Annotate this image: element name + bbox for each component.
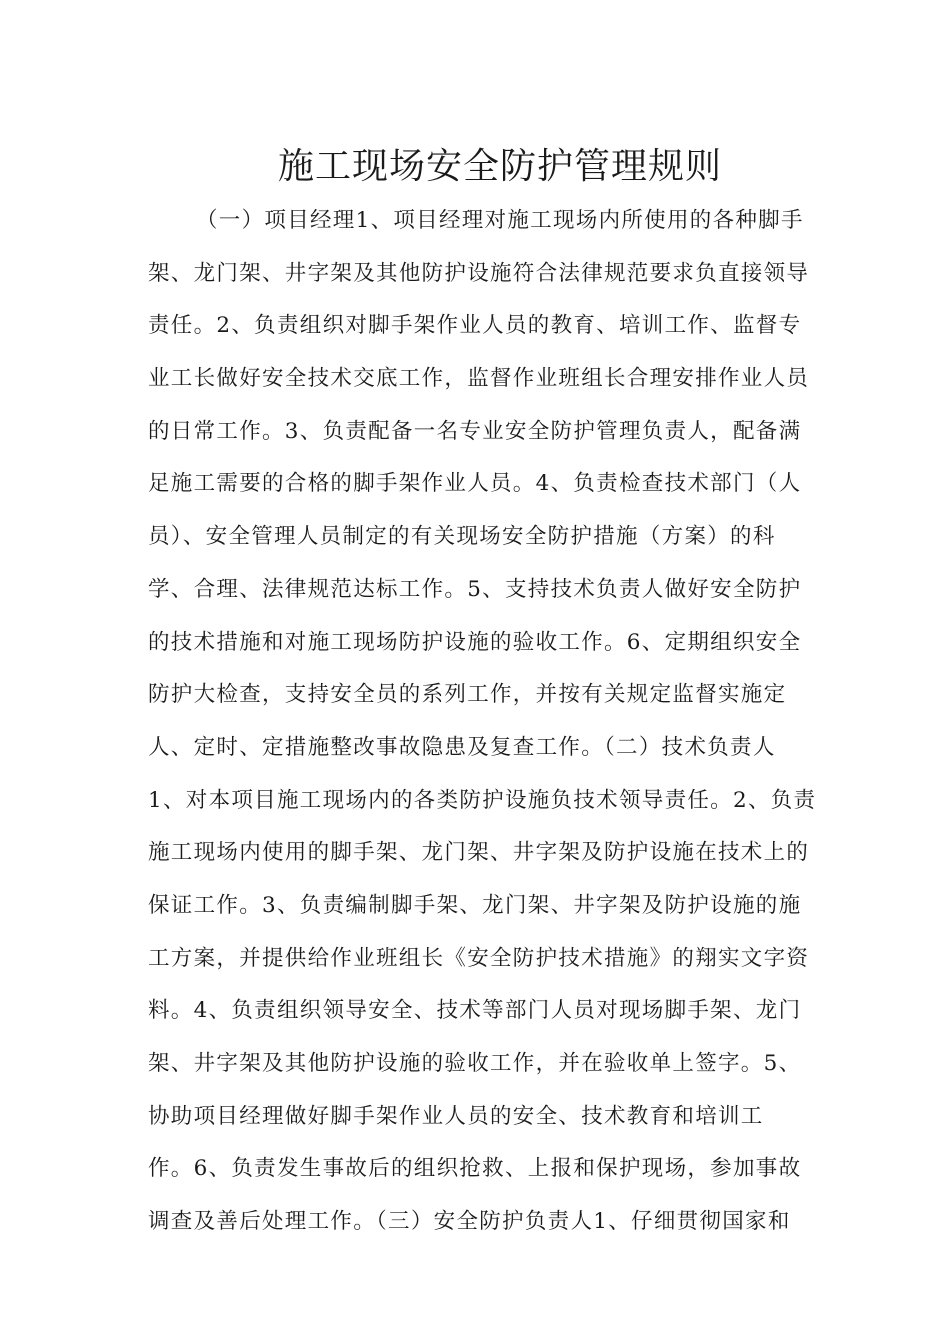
body-line: 架、龙门架、井字架及其他防护设施符合法律规范要求负直接领导 <box>148 260 810 286</box>
body-line: 工方案，并提供给作业班组长《安全防护技术措施》的翔实文字资 <box>148 945 810 971</box>
body-line: 业工长做好安全技术交底工作，监督作业班组长合理安排作业人员 <box>148 366 810 392</box>
document-title: 施工现场安全防护管理规则 <box>277 146 722 188</box>
body-line: 学、合理、法律规范达标工作。5、支持技术负责人做好安全防护 <box>148 576 802 602</box>
body-line: 的日常工作。3、负责配备一名专业安全防护管理负责人，配备满 <box>148 418 802 444</box>
body-line: 作。6、负责发生事故后的组织抢救、上报和保护现场，参加事故 <box>148 1156 802 1182</box>
body-line: （一）项目经理1、项目经理对施工现场内所使用的各种脚手 <box>196 208 804 233</box>
body-line: 施工现场内使用的脚手架、龙门架、井字架及防护设施在技术上的 <box>148 840 810 866</box>
body-line: 责任。2、负责组织对脚手架作业人员的教育、培训工作、监督专 <box>148 313 802 339</box>
body-line: 防护大检查，支持安全员的系列工作，并按有关规定监督实施定 <box>148 682 787 708</box>
body-line: 1、对本项目施工现场内的各类防护设施负技术领导责任。2、负责 <box>148 787 817 813</box>
body-line: 的技术措施和对施工现场防护设施的验收工作。6、定期组织安全 <box>148 629 802 655</box>
body-line: 架、井字架及其他防护设施的验收工作，并在验收单上签字。5、 <box>148 1051 802 1076</box>
document-body <box>148 195 817 1249</box>
body-line: 调查及善后处理工作。（三）安全防护负责人1、仔细贯彻国家和 <box>148 1209 791 1235</box>
body-line: 料。4、负责组织领导安全、技术等部门人员对现场脚手架、龙门 <box>148 998 802 1024</box>
body-line: 协助项目经理做好脚手架作业人员的安全、技术教育和培训工 <box>148 1103 764 1129</box>
body-line: 员）、安全管理人员制定的有关现场安全防护措施（方案）的科 <box>148 524 776 550</box>
body-line: 足施工需要的合格的脚手架作业人员。4、负责检查技术部门（人 <box>148 471 802 497</box>
body-line: 保证工作。3、负责编制脚手架、龙门架、井字架及防护设施的施 <box>148 892 802 918</box>
body-line: 人、定时、定措施整改事故隐患及复查工作。（二）技术负责人 <box>148 734 776 760</box>
